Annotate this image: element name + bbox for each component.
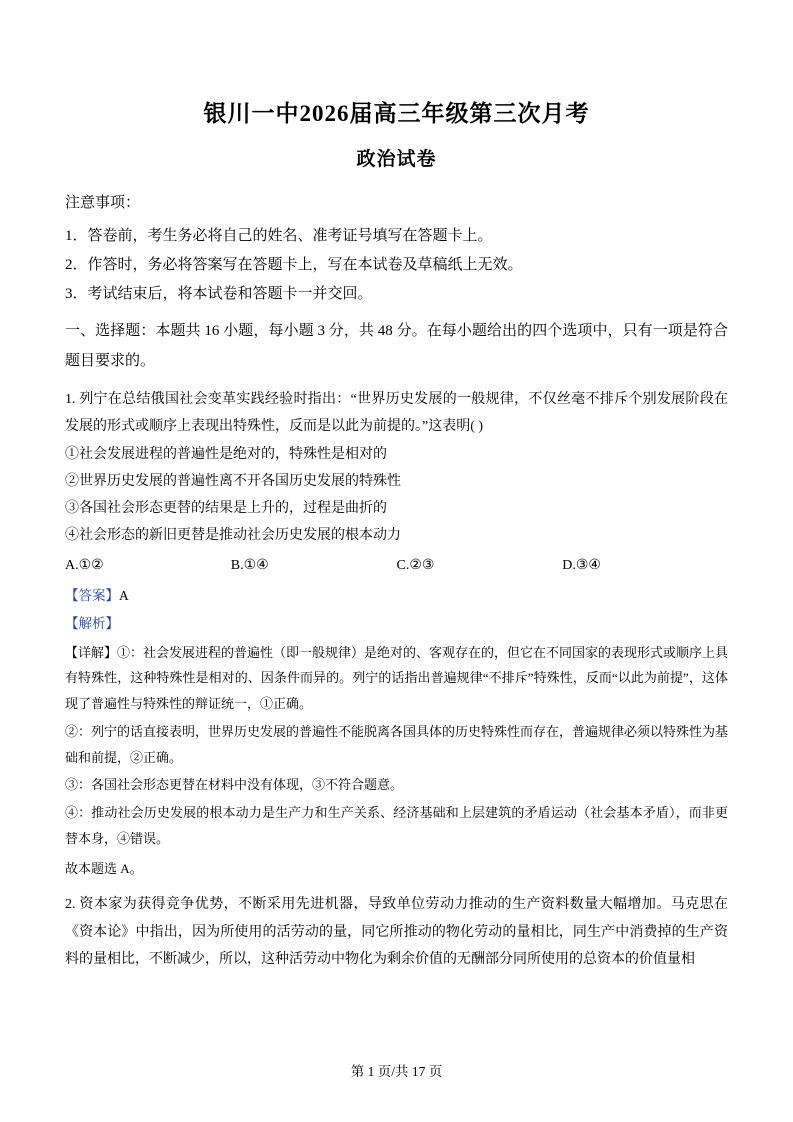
question-1-choice-c[interactable]: C.②③ <box>396 557 435 573</box>
question-1-option-2: ②世界历史发展的普遍性离不开各国历史发展的特殊性 <box>65 473 401 489</box>
page-subtitle: 政治试卷 <box>356 148 437 170</box>
question-1-detail-1: 【详解】①：社会发展进程的普遍性（即一般规律）是绝对的、客观存在的，但它在不同国家的表现形式或顺序上具有特殊性，这种特殊性是相对的、因条件而异的。列宁的话指出普遍规律“不排斥”特殊性，反而“以此为前提”，这体现了普遍性与特殊性的辩证统一，①正确。 <box>65 644 729 712</box>
question-1-choice-b[interactable]: B.①④ <box>230 557 269 573</box>
page-title: 银川一中2026届高三年级第三次月考 <box>203 101 590 126</box>
question-1-analysis-label: 【解析】 <box>65 616 119 632</box>
question-1-choice-a[interactable]: A.①② <box>65 557 104 573</box>
question-1-option-4: ④社会形态的新旧更替是推动社会历史发展的根本动力 <box>65 528 401 544</box>
question-1-option-3: ③各国社会形态更替的结果是上升的，过程是曲折的 <box>65 501 387 517</box>
section-intro: 一、选择题：本题共 16 小题，每小题 3 分，共 48 分。在每小题给出的四个选项中，只有一项是符合题目要求的。 <box>65 323 728 369</box>
question-1-detail-3: ③：各国社会形态更替在材料中没有体现，③不符合题意。 <box>65 777 404 793</box>
answer-label: 【答案】 <box>65 588 119 604</box>
question-1-detail-2: ②：列宁的话直接表明，世界历史发展的普遍性不能脱离各国具体的历史特殊性而存在，普遍规律必须以特殊性为基础和前提，②正确。 <box>65 723 729 765</box>
question-1-detail-4: ④：推动社会历史发展的根本动力是生产力和生产关系、经济基础和上层建筑的矛盾运动（社会基本矛盾），而非更替本身，④错误。 <box>65 805 728 846</box>
notice-item-2: 2．作答时，务必将答案写在答题卡上，写在本试卷及草稿纸上无效。 <box>65 256 523 273</box>
notice-item-3: 3．考试结束后，将本试卷和答题卡一并交回。 <box>65 286 373 303</box>
question-1-choice-d[interactable]: D.③④ <box>562 557 601 573</box>
question-1-option-1: ①社会发展进程的普遍性是绝对的，特殊性是相对的 <box>65 446 387 462</box>
answer-value: A <box>119 588 129 604</box>
page-footer <box>0 1060 793 1080</box>
question-1-answer <box>65 583 728 609</box>
page-number: 第 1 页/共 17 页 <box>350 1064 443 1079</box>
notice-heading: 注意事项： <box>65 195 141 212</box>
question-2-stem: 2. 资本家为获得竞争优势，不断采用先进机器，导致单位劳动力推动的生产资料数量大幅增加。马克思在《资本论》中指出，因为所使用的活劳动的量，同它所推动的物化劳动的量相比，同生产中消费掉的生产资料的量相比，不断减少，所以，这种活劳动中物化为剩余价值的无酬部分同所使用的总资本的价值量相 <box>65 897 728 967</box>
question-1-stem: 1. 列宁在总结俄国社会变革实践经验时指出：“世界历史发展的一般规律，不仅丝毫不排斥个别发展阶段在发展的形式或顺序上表现出特殊性，反而是以此为前提的。”这表明( ) <box>65 391 728 435</box>
question-1-choices <box>65 552 728 579</box>
notice-item-1: 1．答卷前，考生务必将自己的姓名、准考证号填写在答题卡上。 <box>65 227 493 244</box>
question-1-conclusion: 故本题选 A。 <box>65 860 143 876</box>
